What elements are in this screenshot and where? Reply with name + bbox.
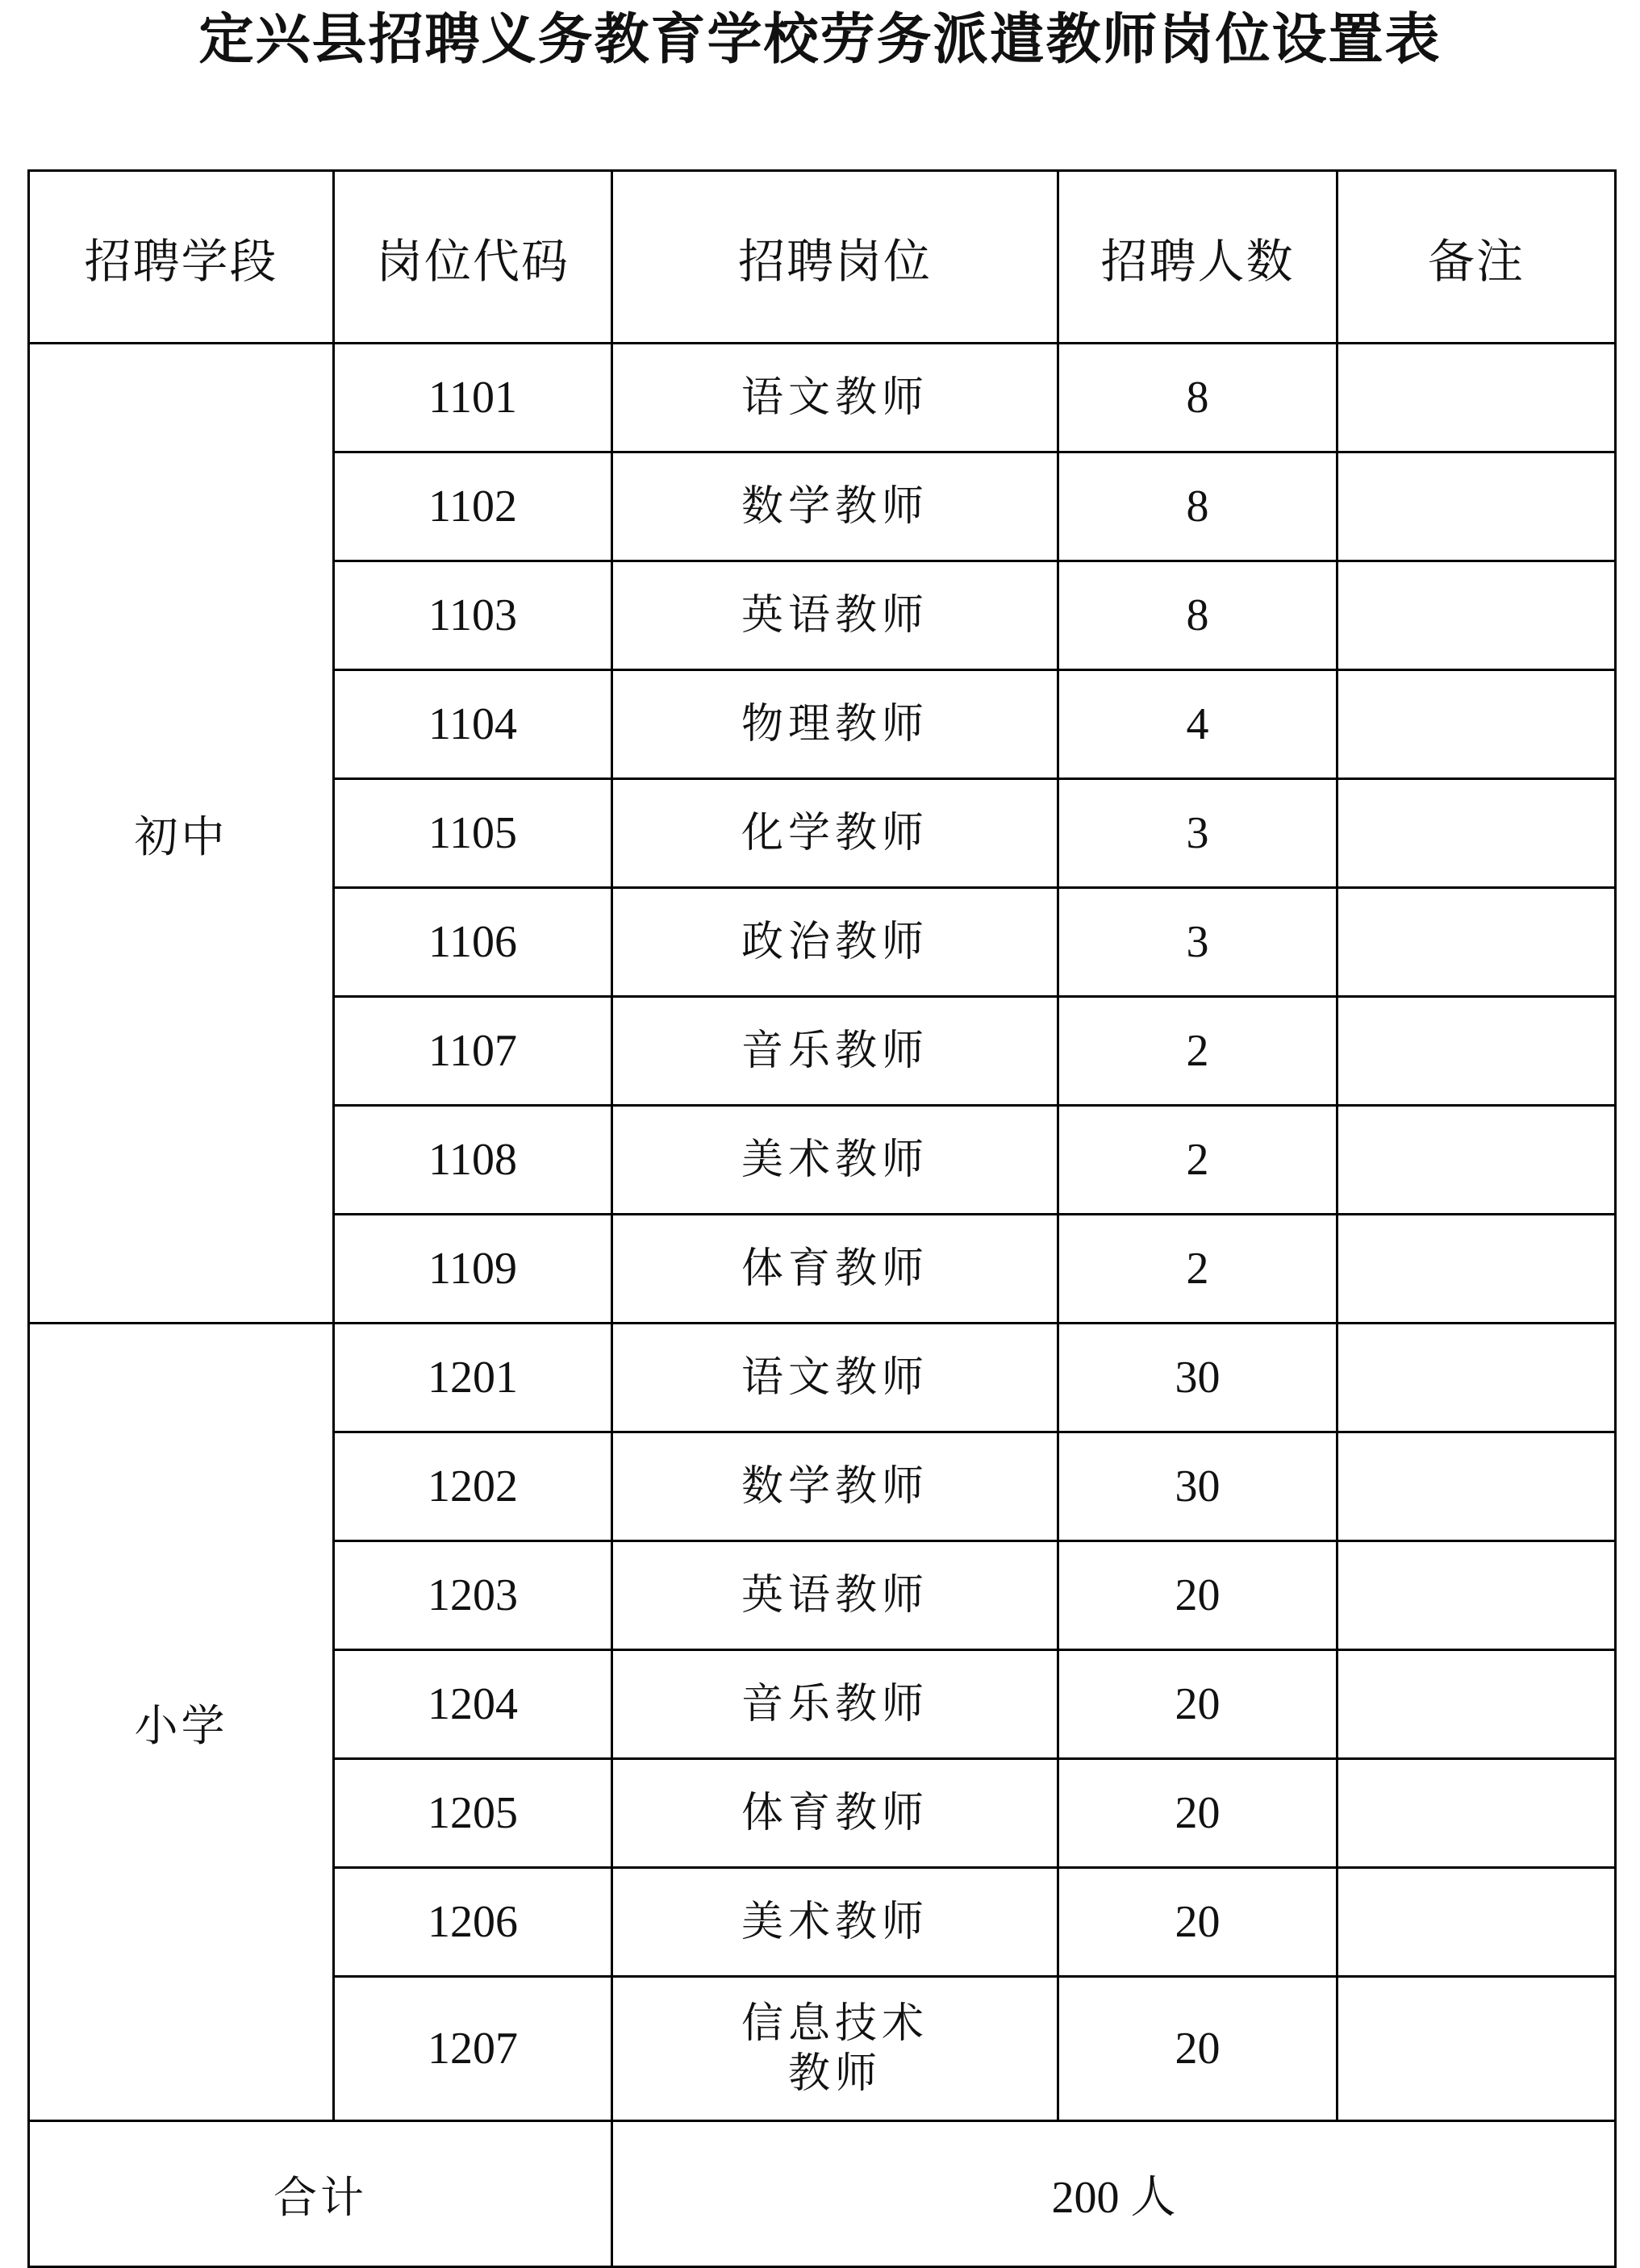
post-cell bbox=[612, 779, 1058, 888]
post-label: 语文教师 bbox=[741, 1353, 928, 1402]
total-value: 200 人 bbox=[612, 2121, 1616, 2267]
post-cell bbox=[612, 344, 1058, 452]
post-label: 音乐教师 bbox=[741, 1027, 928, 1075]
post-cell bbox=[612, 1977, 1058, 2121]
post-cell bbox=[612, 1650, 1058, 1759]
post-cell bbox=[612, 561, 1058, 670]
post-cell bbox=[612, 670, 1058, 779]
note-cell bbox=[1337, 1106, 1616, 1215]
post-cell bbox=[612, 1106, 1058, 1215]
count-cell: 3 bbox=[1058, 779, 1337, 888]
header-count: 招聘人数 bbox=[1058, 171, 1337, 344]
header-post: 招聘岗位 bbox=[612, 171, 1058, 344]
code-cell: 1102 bbox=[334, 452, 612, 561]
note-cell bbox=[1337, 888, 1616, 997]
post-label: 政治教师 bbox=[741, 918, 928, 966]
post-label: 英语教师 bbox=[741, 1571, 928, 1620]
code-cell: 1202 bbox=[334, 1432, 612, 1541]
stage-cell: 初中 bbox=[29, 344, 334, 1324]
note-cell bbox=[1337, 1868, 1616, 1977]
post-label: 信息技术教师 bbox=[741, 1999, 928, 2098]
note-cell bbox=[1337, 452, 1616, 561]
header-code: 岗位代码 bbox=[334, 171, 612, 344]
post-cell bbox=[612, 1759, 1058, 1868]
count-cell: 8 bbox=[1058, 452, 1337, 561]
note-cell bbox=[1337, 1759, 1616, 1868]
note-cell bbox=[1337, 670, 1616, 779]
code-cell: 1205 bbox=[334, 1759, 612, 1868]
post-label: 美术教师 bbox=[741, 1136, 928, 1184]
recruitment-table bbox=[27, 169, 1617, 2268]
post-label: 物理教师 bbox=[741, 700, 928, 748]
post-label: 美术教师 bbox=[741, 1898, 928, 1946]
header-row bbox=[29, 171, 1616, 344]
post-cell bbox=[612, 1868, 1058, 1977]
count-cell: 8 bbox=[1058, 344, 1337, 452]
note-cell bbox=[1337, 344, 1616, 452]
code-cell: 1104 bbox=[334, 670, 612, 779]
count-cell: 20 bbox=[1058, 1977, 1337, 2121]
note-cell bbox=[1337, 1324, 1616, 1432]
post-cell bbox=[612, 1541, 1058, 1650]
total-row bbox=[29, 2121, 1616, 2267]
note-cell bbox=[1337, 1541, 1616, 1650]
post-label: 化学教师 bbox=[741, 809, 928, 857]
code-cell: 1106 bbox=[334, 888, 612, 997]
code-cell: 1101 bbox=[334, 344, 612, 452]
post-cell bbox=[612, 1432, 1058, 1541]
post-label: 体育教师 bbox=[741, 1244, 928, 1293]
note-cell bbox=[1337, 561, 1616, 670]
code-cell: 1204 bbox=[334, 1650, 612, 1759]
count-cell: 3 bbox=[1058, 888, 1337, 997]
post-cell bbox=[612, 888, 1058, 997]
note-cell bbox=[1337, 997, 1616, 1106]
code-cell: 1206 bbox=[334, 1868, 612, 1977]
count-cell: 20 bbox=[1058, 1868, 1337, 1977]
page-title: 定兴县招聘义务教育学校劳务派遣教师岗位设置表 bbox=[198, 8, 1442, 72]
post-label: 数学教师 bbox=[741, 482, 928, 531]
count-cell: 2 bbox=[1058, 1215, 1337, 1324]
post-cell bbox=[612, 452, 1058, 561]
table-body bbox=[29, 171, 1616, 2267]
count-cell: 30 bbox=[1058, 1432, 1337, 1541]
code-cell: 1107 bbox=[334, 997, 612, 1106]
code-cell: 1103 bbox=[334, 561, 612, 670]
note-cell bbox=[1337, 1215, 1616, 1324]
count-cell: 2 bbox=[1058, 1106, 1337, 1215]
post-cell bbox=[612, 1324, 1058, 1432]
note-cell bbox=[1337, 1432, 1616, 1541]
header-stage: 招聘学段 bbox=[29, 171, 334, 344]
total-label: 合计 bbox=[29, 2121, 612, 2267]
count-cell: 20 bbox=[1058, 1541, 1337, 1650]
header-note: 备注 bbox=[1337, 171, 1616, 344]
code-cell: 1109 bbox=[334, 1215, 612, 1324]
post-cell bbox=[612, 997, 1058, 1106]
code-cell: 1201 bbox=[334, 1324, 612, 1432]
count-cell: 20 bbox=[1058, 1759, 1337, 1868]
table-row bbox=[29, 344, 1616, 452]
count-cell: 4 bbox=[1058, 670, 1337, 779]
code-cell: 1203 bbox=[334, 1541, 612, 1650]
code-cell: 1105 bbox=[334, 779, 612, 888]
count-cell: 20 bbox=[1058, 1650, 1337, 1759]
table-row bbox=[29, 1324, 1616, 1432]
note-cell bbox=[1337, 1977, 1616, 2121]
post-label: 数学教师 bbox=[741, 1462, 928, 1511]
post-label: 语文教师 bbox=[741, 373, 928, 422]
post-cell bbox=[612, 1215, 1058, 1324]
count-cell: 30 bbox=[1058, 1324, 1337, 1432]
post-label: 音乐教师 bbox=[741, 1680, 928, 1728]
count-cell: 2 bbox=[1058, 997, 1337, 1106]
code-cell: 1108 bbox=[334, 1106, 612, 1215]
post-label: 英语教师 bbox=[741, 591, 928, 640]
stage-cell: 小学 bbox=[29, 1324, 334, 2121]
code-cell: 1207 bbox=[334, 1977, 612, 2121]
note-cell bbox=[1337, 1650, 1616, 1759]
count-cell: 8 bbox=[1058, 561, 1337, 670]
post-label: 体育教师 bbox=[741, 1789, 928, 1837]
note-cell bbox=[1337, 779, 1616, 888]
